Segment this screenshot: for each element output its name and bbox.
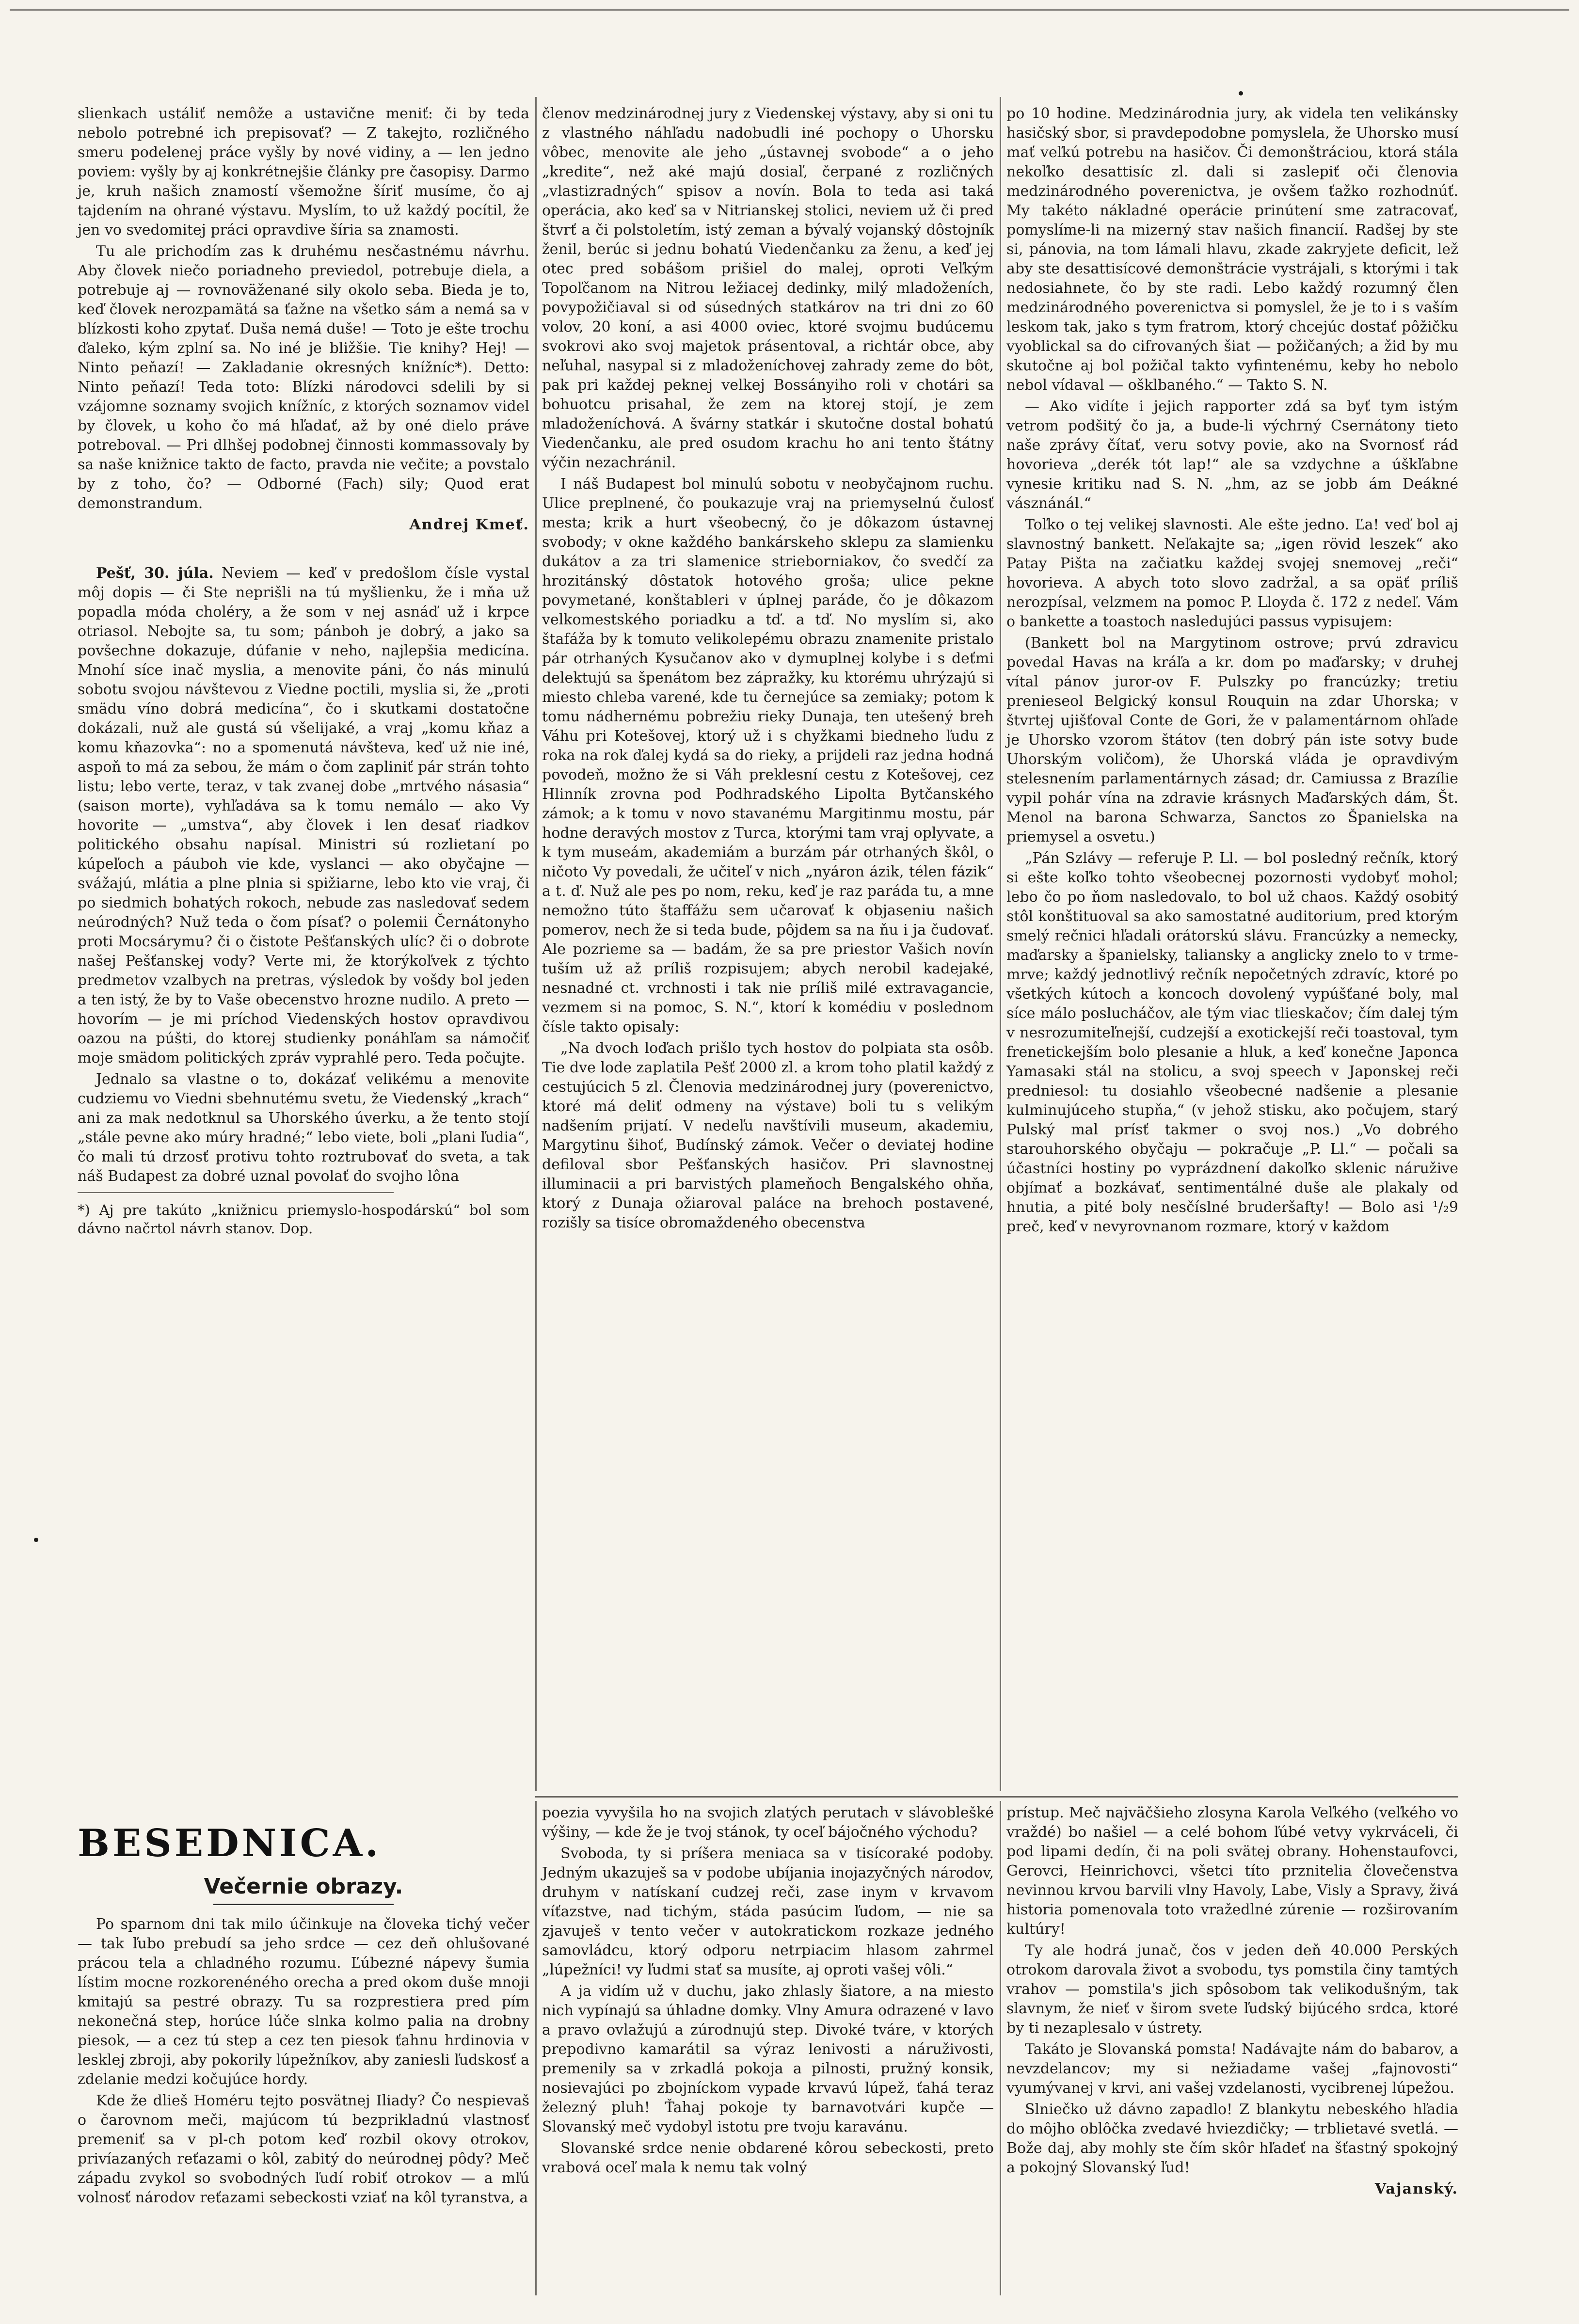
besednica-paragraph-2: Kde že dlieš Homéru tejto posvätnej Iliady? Čo nespievaš o čarovnom meči, majúcom tú bezprikladnú vlastnosť premeniť sa v pl-ch potom keď rozbil okovy otrokov, privíazaných reťazami o kôl, zabitý do neúrodnej pôdy? Meč západu zvykol so svobodných ľudí robiť otrokov — a mľú volnosť národov reťazami sebeckosti vziať na kôl tyranstva, a — [78, 2092, 529, 2206]
col3-paragraph-4: (Bankett bol na Margytinom ostrove; prvú zdravicu povedal Havas na kráľa a kr. dom po maďarsky; v druhej vítal pánov juror-ov F. Pulszky po francúzky; tretiu prenieseol Belgický konsul Rouquin na zdar Uhorska; v štvrtej ujišťoval Conte de Gori, že v palamentárnom ohľade je Uhorsko vzorom štátov (ten dobrý pán iste sotvy bude Uhorským voličom), že Uhorská vláda je opravdivým stelesnením parlamentárnych zásad; dr. Camiussa z Brazílie vypil pohár vína na zdravie krásnych Maďarských dám, Št. Menol na barona Schwarza, Sanctos zo Španielska na priemysel a osvetu.) — [1006, 635, 1458, 845]
footnote: *) Aj pre takúto „knižnicu priemyslo-hospodárskú“ bol som dávno načrtol návrh stanov. Dop. — [78, 1202, 529, 1237]
col3-paragraph-3: Toľko o tej velikej slavnosti. Ale ešte jedno. Ľa! veď bol aj slavnostný bankett. Neľakajte sa; „igen rövid leszek“ ako Patay Pišta na začiatku každej svojej snemovej „reči“ hovorieva. A abych toto slovo zadržal, a sa opäť príliš nerozpísal, velzmem na pomoc P. Lloyda č. 172 z nedeľ. Vám o bankette a toastoch nasledujúci passus vypisujem: — [1006, 516, 1458, 630]
margin-dot — [1239, 91, 1243, 96]
besednica-divider-1 — [535, 1801, 537, 2295]
subheading-underline — [213, 1904, 394, 1905]
col3-paragraph-2: — Ako vidíte i jejich rapporter zdá sa byť tym istým vetrom podšitý čo ja, a bude-li výchrný Csernátony tieto naše zprávy čítať, veru sotvy povie, ako na Svornosť rád hovorieva „derék tót lap!“ ale sa vzdychne a úškľabne vynesie kritiku nad S. N. „hm, az se jobb ám Deákné vásznánál.“ — [1006, 398, 1458, 512]
col1-paragraph-1: slienkach ustáliť nemôže a ustavične meniť: či by teda nebolo potrebné ich prepisovať? — Z takejto, rozličného smeru podelenej práce vyšly by nové vidiny, a — len jedno poviem: vyšly by aj konkrétnejšie články pre časopisy. Darmo je, kruh našich znamostí všemožne šíriť musíme, čo aj tajdením na ohrané výstavu. Myslím, to už každý pocítil, že jen vo svedomitej práci opravdive šíria sa znamosti. — [78, 105, 529, 239]
col2-paragraph-2: I náš Budapest bol minulú sobotu v neobyčajnom ruchu. Ulice preplnené, čo poukazuje vraj na priemyselnú čulosť mesta; krik a hurt všeobecný, čo je dôkazom ústavnej svobody; v okne každého bankárskeho sklepu za slamienku dukátov a za tri slamenice strieborniakov, čo svedčí za hrozitánský dôstatok hotového groša; ulice pekne povymetané, konštableri v úplnej paráde, čo je dôkazom velkomestského poriadku a tď. a tď. No myslím si, ako štafáža by k tomuto velikolepému obrazu znamenite pristalo pár otrhaných Kysučanov ako v dymuplnej kolybe i s deťmi delektujú sa špenátom bez zápražky, ku ktorému uhrýzajú si miesto chleba varené, kde tu černejúce sa zemiaky; potom k tomu nádhernému pobrežiu rieky Dunaja, ten utešený breh Váhu pri Kotešovej, ktorý už i s chyžkami biedneho ľudu z roka na rok ďalej kydá sa do rieky, a prijdeli raz jedna hodná povodeň, možno že si Váh preklesní cestu z Kotešovej, cez Hlinník zrovna pod Podhradského Lipolta Bytčanského zámok; a k tomu v novo stavanému Margitinmu mostu, pár hodne deravých mostov z Turca, ktorými tam vraj oplyvate, a k tym museám, akademiám a burzám pár otrhaných škôl, o ničoto Vy povedali, že učiteľ v nich „nyáron ázik, télen fázik“ a t. ď. Nuž ale pes po nom, reku, keď je raz paráda tu, a mne nemožno túto štaffážu sem učarovať k objaseniu našich pomerov, nech že si teda bude, pôjdem sa na ňu i ja čudovať. Ale pozrieme sa — badám, že sa pre priestor Vašich novín tuším už až príliš rozpisujem; abych nerobil kadejaké, nesnadné ct. vrchnosti i tak nie príliš milé extravagancie, vezmem si na pomoc, S. N.“, ktorí k komédiu v poslednom čísle takto opisaly: — [542, 476, 994, 1035]
besednica-col2-paragraph-2: Svoboda, ty si príšera meniaca sa v tisícoraké podoby. Jedným ukazuješ sa v podobe ubíjania inojazyčných národov, druhym v natískaní cudzej reči, zase inym v krvavom víťazstve, nad tichým, stáda pasúcim ľudom, — nie sa zjavuješ v tento večer v autokratickom rozkaze jedného samovládcu, ktorý odporu netrpiacim hlasom zahrmel „lúpežníci! vy ľudmi stať sa musíte, aj oproti vašej vôli.“ — [542, 1845, 994, 1978]
besednica-signature: Vajanský. — [1374, 2181, 1458, 2197]
footnote-rule — [78, 1192, 394, 1193]
besednica-heading: BESEDNICA. — [78, 1821, 382, 1865]
col3-paragraph-5: „Pán Szlávy — referuje P. Ll. — bol posledný rečník, ktorý si ešte koľko tohto všeobecnej pozornosti vydobyť mohol; lebo čo po ňom nasledovalo, to bol už chaos. Každý osobitý stôl konštituoval sa ako samostatné auditorium, pred ktorým smelý rečnici hľadali orátorskú slávu. Francúzky a nemecky, maďarsky a španielsky, taliansky a anglicky znelo to v trme-mrve; každý jednotlivý rečník nepočetných zdravíc, ktoré po všetkých kútoch a koncoch dovolený vypúšťané boly, mal síce málo poslucháčov, ale tým viac tlieskačov; čím dalej tým v nesrozumiteľnejší, cudzejší a exotickejší reči toastoval, tym frenetickejším bolo plesanie a hluk, a keď konečne Japonca Yamasaki stál na stolicu, a svoj speech v Japonskej reči predniesol: tu dosiahlo všeobecné nadšenie a plesanie kulminujúceho stupňa,“ (v jehož stisku, ako počujem, starý Pulský mal prísť takmer o svoj nos.) „Vo dobrého starouhorského obyčaju — pokračuje „P. Ll.“ — počali sa účastníci hostiny po vyprázdnení dakoľko sklenic náružive objímať a bozkávať, sentimentálné duše ale plakaly od hnutia, a pité boly nesčíslné bruderšafty! — Bolo asi ¹/₂9 preč, keď v nevyrovnanom rozmare, ktorý v každom — [1006, 850, 1458, 1235]
feuilleton-rule — [535, 1796, 1458, 1798]
dateline: Pešť, 30. júla. — [96, 565, 214, 582]
column-2 — [542, 104, 994, 1235]
besednica-col2-paragraph-4: Slovanské srdce nenie obdarené kôrou sebeckosti, preto vrabová oceľ mala k nemu tak volný — [542, 2140, 994, 2176]
col1-paragraph-3: Neviem — keď v predošlom čísle vystal môj dopis — či Ste neprišli na tú myšlienku, že i mňa už popadla móda choléry, a že som v nej asnáď už i krpce otriasol. Nebojte sa, tu som; pánboh je dobrý, a jako sa povšechne dokazuje, dúfanie v neho, najlepšia medicína. Mnohí síce inač myslia, a menovite páni, čo nás minulú sobotu svojou návštevou z Viedne poctili, myslia si, že „proti smädu víno dobrá medicína“, čo i skutkami dostatočne dokázali, nuž ale gustá sú všelijaké, a vraj „komu kňaz a komu kňazovka“: no a spomenutá návšteva, keď už nie iné, aspoň to má za sebou, že mám o čom zapliniť pár strán tohto listu; lebo verte, teraz, v tak zvanej dobe „mrtvého násasia“ (saison morte), vyhľadáva sa k tomu nemálo — ako Vy hovorite — „umstva“, aby človek i len desať riadkov politického obsahu napísal. Ministri sú rozlietaní po kúpeľoch a páuboh vie kde, vyslanci — ako obyčajne — svážajú, mlátia a plne plnia si spižiarne, lebo kto vie vraj, či po siedmich bohatých rokoch, nebude zas nasledovať sedem neúrodných? Nuž teda o čom písať? o polemii Černátonyho proti Mocsárymu? či o čistote Pešťanských ulíc? či o dobrote našej Pešťanskej vody? Verte mi, že ktorýkoľvek z týchto predmetov vzalbych na pretras, výsledok by vošdy bol jeden a ten istý, že by to Vaše obecenstvo hrozne nudilo. A preto — hovorím — je mi príchod Viedenských hostov opravdivou oazou na púšti, do ktorej studienky ponáhľam sa námočiť moje smädom politických zpráv vyprahlé pero. Teda počujte. — [78, 565, 529, 1066]
col2-paragraph-1: členov medzinárodnej jury z Viedenskej výstavy, aby si oni tu z vlastného náhľadu nadobudli iné pochopy o Uhorsku vôbec, menovite ale jeho „ústavnej svobode“ a o jeho „kredite“, než aké majú dosiaľ, čerpané z rozličných „vlastizradných“ spisov a novín. Bola to teda asi taká operácia, ako keď sa v Nitrianskej stolici, neviem už či pred štvrť a či polstoletím, istý zeman a bývalý vojanský dôstojník ženil, berúc si jednu bohatú Viedenčanku za ženu, a keď jej otec pred sobášom prišiel do malej, oproti Veľkým Topoľčanom na Nitrou ležiacej dedinky, milý mladoženích, povypožičiaval si od súsedných statkárov na tri dni zo 60 volov, 20 koní, a asi 4000 oviec, ktoré svojmu budúcemu svokrovi ako svoj majetok prásentoval, a richtár obce, aby neľuhal, nasypal si z mladoženíchovej zahrady zeme do bôt, pak pri každej peknej velkej Bossányiho roli v chotári sa bohuotcu prisahal, že zem na ktorej stojí, je zem mladoženíchová. A švárny statkár i skutočne dostal bohatú Viedenčanku, ale pred osudom krachu ho ani tento štátny výčin nezachránil. — [542, 105, 994, 471]
margin-dot-left — [34, 1538, 38, 1542]
besednica-subheading: Večernie obrazy. — [204, 1874, 403, 1899]
besednica-column-1 — [78, 1815, 529, 2210]
besednica-divider-2 — [1000, 1801, 1001, 2295]
besednica-col3-paragraph-3: Takáto je Slovanská pomsta! Nadávajte nám do babarov, a nevzdelancov; my si nežiadame vašej „fajnovosti“ vyumývanej v krvi, ani vašej vzdelanosti, vycibrenej lúpežou. — [1006, 2041, 1458, 2097]
besednica-paragraph-1: Po sparnom dni tak milo účinkuje na človeka tichý večer — tak ľubo prebudí sa jeho srdce — cez deň ohlušované prácou tela a chladného rozumu. Ľúbezné nápevy šumia lístim mocne rozkorenéného orecha a pred okom duše mnoji kmitajú sa pestré obrazy. Tu sa rozprestiera pred pím nekonečná step, horúce lúče slnka kolmo palia na drobny piesok, — a cez tú step a cez ten piesok ťahnu hrdinovia v lesklej zbroji, aby pokorily lúpežníkov, aby zaniesli ľudskosť a zdelanie medzi kočujúce hordy. — [78, 1916, 529, 2088]
besednica-col3-paragraph-2: Ty ale hodrá junač, čos v jeden deň 40.000 Perských otrokom darovala život a svobodu, tys pomstila činy tamtých vrahov — pomstila's jich spôsobom tak velikodušným, tak slavnym, že nieť v širom svete ľudský bijúcého srdca, ktoré by ti nezaplesalo v ústrety. — [1006, 1942, 1458, 2037]
col2-paragraph-3: „Na dvoch loďach prišlo tych hostov do polpiata sta osôb. Tie dve lode zaplatila Pešť 2000 zl. a krom toho platil každý z cestujúcich 5 zl. Členovia medzinárodnej jury (poverenictvo, ktoré má deliť odmeny na výstave) boli tu s velikým nadšením prijatí. V nedeľu navštívili museum, akademiu, Margytinu šihoť, Budínský zámok. Večer o deviatej hodine defiloval sbor Pešťanských hasičov. Pri slavnostnej illuminacii a pri barvistých plameňoch Bengalského ohňa, ktorý z Dunaja ožiaroval paláce na brehoch postavené, rozišly sa tisíce obromaždeného obecenstva — [542, 1040, 994, 1231]
col1-paragraph-4: Jednalo sa vlastne o to, dokázať velikému a menovite cudziemu vo Viedni sbehnutému svetu, že Viedenský „krach“ ani za mak nedotknul sa Uhorského úverku, a že tento stojí „stále pevne ako múry hradné;“ lebo viete, boli „plani ľudia“, čo mali tú drzosť protivu tohto roztrubovať do sveta, a tak náš Budapest za dobré uznal povolať do svojho lôna — [78, 1071, 529, 1185]
column-divider-1 — [535, 97, 537, 1791]
col1-paragraph-2: Tu ale prichodím zas k druhému nesčastnému návrhu. Aby človek niečo poriadneho previedol, potrebuje diela, a potrebuje aj — rovnoväženané sily okolo seba. Bieda je to, keď človek nerozpamätá sa ťažne na všetko sám a nemá sa v blízkosti koho zpytať. Duša nemá duše! — Toto je ešte trochu ďaleko, kým zplní sa. No iné je bližšie. Tie knihy? Hej! — Ninto peňazí! — Zakladanie okresných knížníc*). Detto: Ninto peňazí! Teda toto: Blízki národovci sdelili by si vzájomne soznamy svojich knížníc, z ktorých soznamov videl by človek, u koho čo má hľadať, až by oné dielo práve potreboval. — Pri dlhšej podobnej činnosti kommassovaly by sa naše knižnice takto de facto, pravda nie večite; a povstalo by z toho, čo? — Odborné (Fach) sily; Quod erat demonstrandum. — [78, 243, 529, 512]
column-3 — [1006, 104, 1458, 1239]
besednica-col3-paragraph-4: Slniečko už dávno zapadlo! Z blankytu nebeského hľadia do môjho oblôčka zvedavé hviezdičky; — trblietavé svetlá. — Bože daj, aby mohly ste čím skôr hľadeť na šťastný spokojný a pokojný Slovanský ľud! — [1006, 2101, 1458, 2176]
besednica-col3-paragraph-1: prístup. Meč najväčšieho zlosyna Karola Veľkého (veľkého vo vraždé) bo našiel — a celé bohom ľúbé vetvy vykrváceli, či pod lipami dedín, či na poli svätej obrany. Hohenstaufovci, Gerovci, Heinrichovci, všetci títo prznitelia človečenstva nevinnou krvou barvili vlny Havoly, Labe, Visly a Spravy, živá historia pomenovala toto vražedlné zúrenie — rozširovaním kultúry! — [1006, 1804, 1458, 1938]
besednica-col2-paragraph-3: A ja vidím už v duchu, jako zhlasly šiatore, a na miesto nich vypínajú sa úhladne domky. Vlny Amura odrazené v lavo a pravo ovlažujú a zúrodnujú step. Divoké tváre, v ktorých prepodivno kamarátil sa výraz lenivosti a náruživosti, premenily sa v zrkadlá pokoja a pilnosti, pružný konsik, nosievajúci po zbojníckom vypade krvavú lúpež, ťahá teraz železný pluh! Ťahaj pokoje ty barnavotvári kupče — Slovanský meč vydobyl istotu pre tvoju karavánu. — [542, 1983, 994, 2135]
column-1 — [78, 104, 529, 1238]
top-border-line — [10, 9, 1569, 11]
col3-paragraph-1: po 10 hodine. Medzinárodnia jury, ak videla ten velikánsky hasičský sbor, si pravdepodobne pomyslela, že Uhorsko musí mať veľkú potrebu na hasičov. Či demonštráciou, ktorá stála nekoľko desattisíc zl. dali si zaslepiť oči členovia medzinárodného poverenictva, je ovšem ťažko rozhodnúť. My takéto nákladné operácie prinútení sme zatracovať, pomyslíme-li na mizerný stav našich financií. Radšej by ste si, pánovia, na tom lámali hlavu, zkade zakryjete deficit, lež aby ste desattisícové demonštrácie vystrájali, s ktorými i tak nedosiahnete, čo by ste radi. Lebo každý rozumný člen medzinárodného poverenictva si pomyslel, že je to i s vaším leskom tak, jako s tym fratrom, ktorý chcejúc dostať pôžičku vyoblickal sa do cifrovaných šiat — požičaných; a žid by mu skutočne aj bol požičal takto vyfintenému, keby ho nebolo nebol vídaval — ošklbaného.“ — Takto S. N. — [1006, 105, 1458, 394]
besednica-column-2 — [542, 1803, 994, 2180]
besednica-column-3 — [1006, 1803, 1458, 2199]
col1-signature: Andrej Kmeť. — [409, 516, 529, 533]
besednica-col2-paragraph-1: poezia vyvyšila ho na svojich zlatých perutach v slávoblešké výšiny, — kde že je tvoj stánok, ty oceľ bájočného východu? — [542, 1804, 994, 1841]
column-divider-2 — [1000, 97, 1001, 1791]
